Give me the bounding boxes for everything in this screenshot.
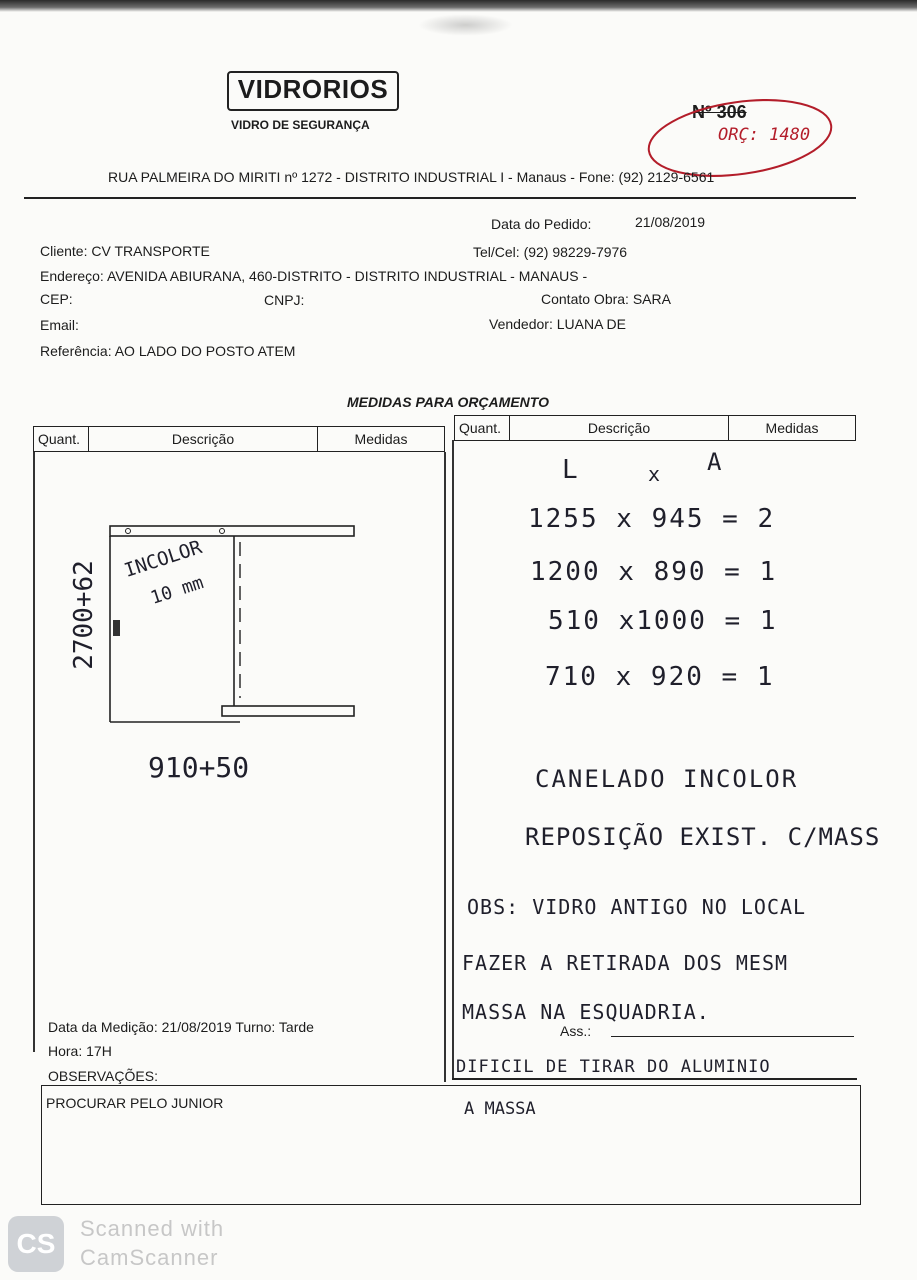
col-medidas: Medidas xyxy=(729,416,856,441)
note-difficulty: DIFICIL DE TIRAR DO ALUMINIO xyxy=(456,1057,771,1077)
observations-text: PROCURAR PELO JUNIOR xyxy=(46,1095,224,1111)
height-note: 2700+62 xyxy=(69,560,99,670)
company-tagline: VIDRO DE SEGURANÇA xyxy=(231,118,370,132)
order-date-value: 21/08/2019 xyxy=(635,214,706,230)
middle-column-border xyxy=(444,452,446,1082)
company-logo: VIDRORIOS xyxy=(237,74,389,104)
left-column-border xyxy=(33,452,35,1052)
watermark-line-1: Scanned with xyxy=(80,1216,225,1241)
col-length-header: L xyxy=(562,455,578,485)
cep-field: CEP: xyxy=(40,291,73,307)
note-underline xyxy=(452,1078,857,1080)
cnpj-field: CNPJ: xyxy=(264,292,305,308)
col-descricao: Descrição xyxy=(89,427,318,452)
section-title: MEDIDAS PARA ORÇAMENTO xyxy=(347,394,549,410)
note-replacement: REPOSIÇÃO EXIST. C/MASS xyxy=(525,823,881,851)
width-note: 910+50 xyxy=(148,751,250,784)
window-sketch xyxy=(100,518,390,728)
col-descricao: Descrição xyxy=(510,416,729,441)
address-field: Endereço: AVENIDA ABIURANA, 460-DISTRITO - DISTRITO INDUSTRIAL - MANAUS - xyxy=(40,268,588,284)
header-divider xyxy=(24,197,856,199)
contact-field: Contato Obra: SARA xyxy=(541,291,671,307)
seller-field: Vendedor: LUANA DE xyxy=(489,316,626,332)
right-column-border xyxy=(452,440,454,1080)
measure-table-right xyxy=(454,415,856,441)
order-date-label: Data do Pedido: xyxy=(491,216,592,232)
document-number: Nº 306 xyxy=(692,102,747,122)
camscanner-logo: CS xyxy=(8,1216,64,1272)
glass-thickness-note: 10 mm xyxy=(148,572,207,609)
glass-type-note: INCOLOR xyxy=(121,536,205,582)
note-putty-2: A MASSA xyxy=(464,1099,536,1119)
email-field: Email: xyxy=(40,317,79,333)
col-medidas: Medidas xyxy=(318,427,445,452)
note-putty: MASSA NA ESQUADRIA. xyxy=(462,1000,710,1024)
company-address: RUA PALMEIRA DO MIRITI nº 1272 - DISTRITO INDUSTRIAL I - Manaus - Fone: (92) 2129-6561 xyxy=(108,169,715,185)
signature-label: Ass.: xyxy=(560,1023,592,1039)
col-quant: Quant. xyxy=(455,416,510,441)
measure-row-3: 510 x1000 = 1 xyxy=(548,606,778,636)
note-removal: FAZER A RETIRADA DOS MESM xyxy=(462,951,789,975)
measurement-time: Hora: 17H xyxy=(48,1043,112,1059)
note-observation: OBS: VIDRO ANTIGO NO LOCAL xyxy=(467,895,807,919)
scan-smudge xyxy=(418,14,513,36)
phone-field: Tel/Cel: (92) 98229-7976 xyxy=(473,244,628,260)
measurement-date: Data da Medição: 21/08/2019 Turno: Tarde xyxy=(48,1019,314,1035)
measure-row-4: 710 x 920 = 1 xyxy=(545,662,775,692)
col-quant: Quant. xyxy=(34,427,89,452)
client-field: Cliente: CV TRANSPORTE xyxy=(40,243,210,259)
measure-row-2: 1200 x 890 = 1 xyxy=(530,557,778,587)
reference-field: Referência: AO LADO DO POSTO ATEM xyxy=(40,343,296,359)
signature-line xyxy=(611,1036,854,1037)
budget-number: ORÇ: 1480 xyxy=(718,125,811,145)
scan-top-edge xyxy=(0,0,917,12)
col-height-header: A xyxy=(707,448,722,476)
note-glass-type: CANELADO INCOLOR xyxy=(535,765,799,793)
measure-row-1: 1255 x 945 = 2 xyxy=(528,504,776,534)
watermark-line-2: CamScanner xyxy=(80,1245,219,1270)
col-x-header: x xyxy=(648,462,661,486)
measure-table-left xyxy=(33,426,445,452)
observations-label: OBSERVAÇÕES: xyxy=(48,1068,158,1084)
